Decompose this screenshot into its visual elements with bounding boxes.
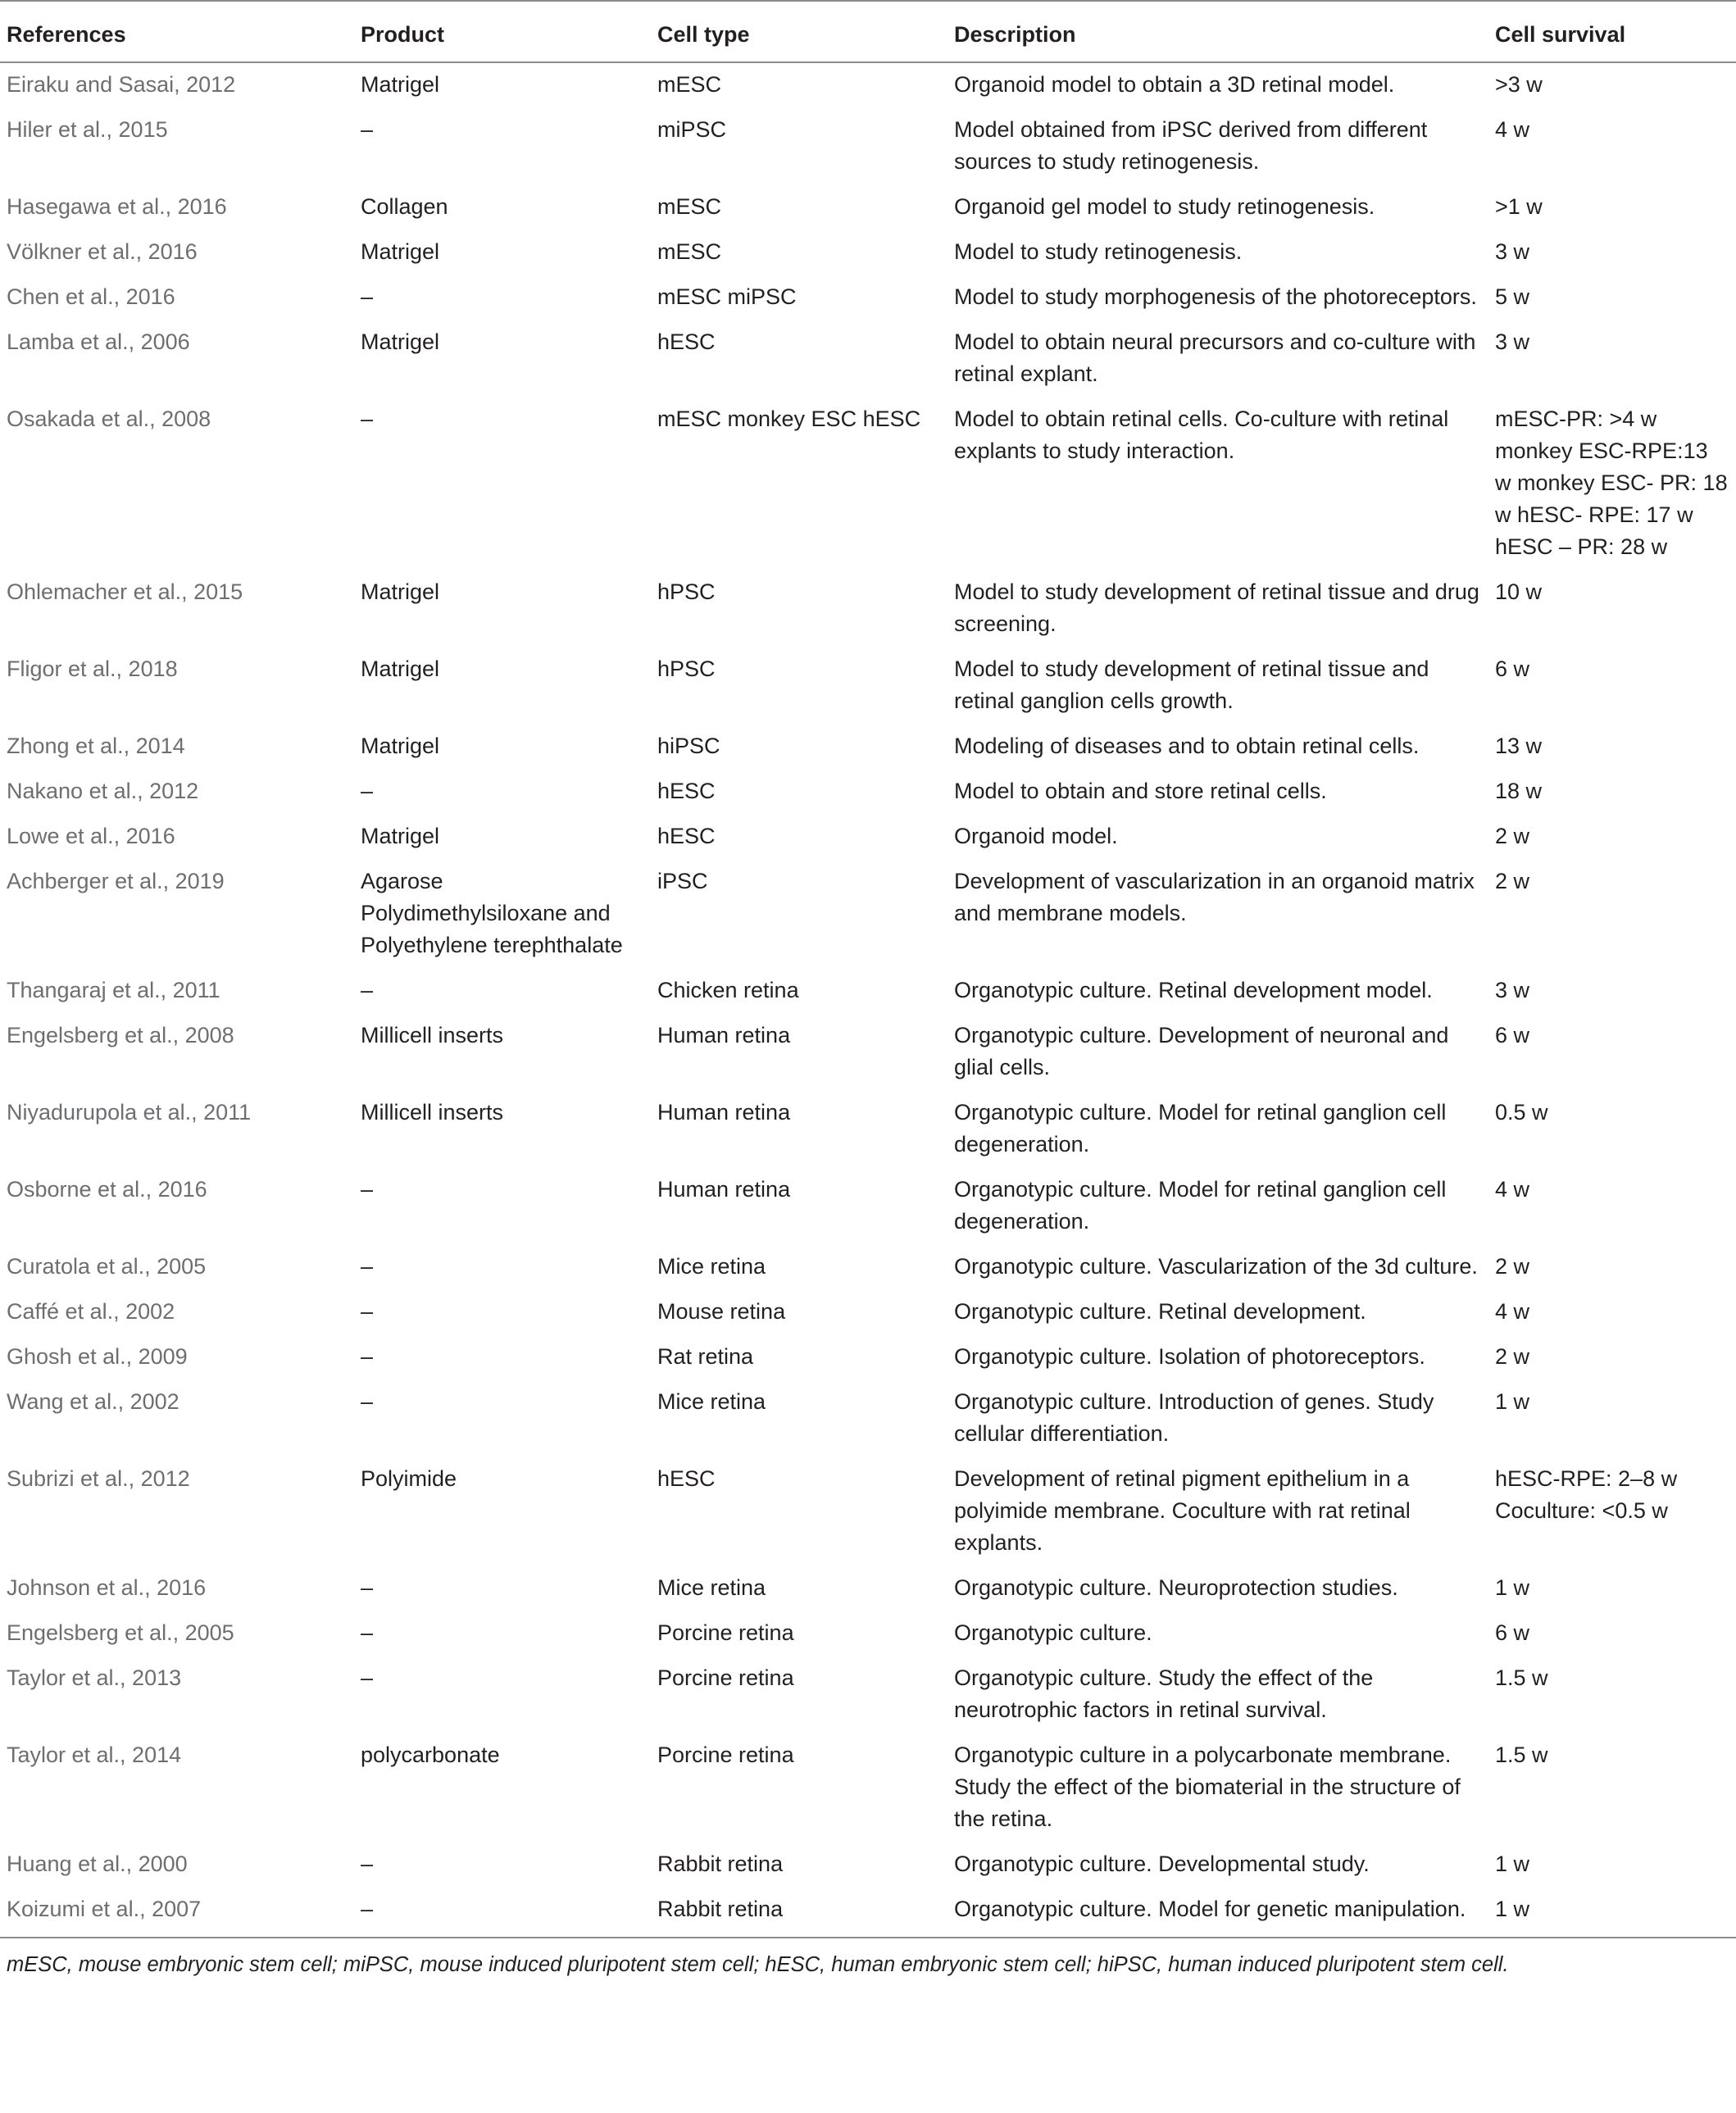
cell-description: Organotypic culture. Retinal development model. xyxy=(954,978,1433,1002)
cell-description: Model obtained from iPSC derived from different sources to study retinogenesis. xyxy=(954,117,1428,174)
cell-description: Organotypic culture. Developmental study. xyxy=(954,1852,1370,1876)
header-cell-type: Cell type xyxy=(651,1,948,62)
table-row xyxy=(0,1091,1736,1168)
cell-description: Model to study development of retinal tissue and drug screening. xyxy=(954,579,1479,636)
cell-reference: Osakada et al., 2008 xyxy=(7,407,211,431)
cell-product: – xyxy=(361,1665,374,1690)
header-description: Description xyxy=(948,1,1488,62)
cell-reference: Osborne et al., 2016 xyxy=(7,1177,207,1202)
cell-product: Millicell inserts xyxy=(361,1023,504,1047)
cell-cell-type: Mouse retina xyxy=(657,1299,786,1324)
cell-cell-type: hESC xyxy=(657,329,716,354)
cell-cell-survival: 18 w xyxy=(1495,779,1543,803)
cell-cell-type: Rabbit retina xyxy=(657,1852,784,1876)
cell-cell-survival: 13 w xyxy=(1495,734,1543,758)
cell-product: Polyimide xyxy=(361,1466,457,1491)
cell-reference: Thangaraj et al., 2011 xyxy=(7,978,220,1002)
cell-reference: Eiraku and Sasai, 2012 xyxy=(7,72,236,97)
table-row xyxy=(0,1734,1736,1843)
cell-cell-survival: mESC-PR: >4 w monkey ESC-RPE:13 w monkey ESC- PR: 18 w hESC- RPE: 17 w hESC – PR: 28 w xyxy=(1495,407,1728,559)
cell-reference: Curatola et al., 2005 xyxy=(7,1254,207,1279)
cell-description: Organotypic culture. Neuroprotection studies. xyxy=(954,1575,1398,1600)
cell-cell-type: Rat retina xyxy=(657,1344,754,1369)
table-row xyxy=(0,62,1736,108)
table-row xyxy=(0,1457,1736,1566)
cell-product: – xyxy=(361,284,374,309)
table-row xyxy=(0,108,1736,185)
table-row xyxy=(0,230,1736,275)
header-row xyxy=(0,1,1736,62)
table-row xyxy=(0,1168,1736,1245)
cell-cell-type: Mice retina xyxy=(657,1389,766,1414)
cell-cell-type: Human retina xyxy=(657,1177,791,1202)
table-row xyxy=(0,770,1736,815)
cell-description: Model to study retinogenesis. xyxy=(954,239,1243,264)
cell-reference: Subrizi et al., 2012 xyxy=(7,1466,190,1491)
cell-product: Matrigel xyxy=(361,824,440,848)
cell-description: Organotypic culture. Introduction of genes. Study cellular differentiation. xyxy=(954,1389,1434,1446)
cell-product: polycarbonate xyxy=(361,1743,500,1767)
cell-product: – xyxy=(361,978,374,1002)
table-row xyxy=(0,1566,1736,1611)
cell-reference: Taylor et al., 2013 xyxy=(7,1665,182,1690)
cell-description: Model to study development of retinal tissue and retinal ganglion cells growth. xyxy=(954,657,1429,713)
cell-cell-survival: 6 w xyxy=(1495,657,1530,681)
cell-product: – xyxy=(361,1344,374,1369)
cell-reference: Lowe et al., 2016 xyxy=(7,824,175,848)
header-product: Product xyxy=(354,1,651,62)
cell-reference: Hasegawa et al., 2016 xyxy=(7,194,227,219)
cell-product: Matrigel xyxy=(361,734,440,758)
cell-product: Collagen xyxy=(361,194,448,219)
cell-description: Organoid model. xyxy=(954,824,1118,848)
cell-reference: Achberger et al., 2019 xyxy=(7,869,225,893)
table-row xyxy=(0,969,1736,1014)
cell-description: Organotypic culture in a polycarbonate membrane. Study the effect of the biomaterial in the structure of the retina. xyxy=(954,1743,1461,1831)
cell-cell-survival: 4 w xyxy=(1495,117,1530,142)
cell-cell-type: Human retina xyxy=(657,1100,791,1125)
cell-product: – xyxy=(361,1852,374,1876)
table-row xyxy=(0,1611,1736,1656)
cell-reference: Johnson et al., 2016 xyxy=(7,1575,207,1600)
cell-product: Matrigel xyxy=(361,657,440,681)
table-row xyxy=(0,398,1736,570)
cell-reference: Völkner et al., 2016 xyxy=(7,239,198,264)
cell-cell-survival: hESC-RPE: 2–8 w Coculture: <0.5 w xyxy=(1495,1466,1678,1523)
cell-product: – xyxy=(361,1177,374,1202)
cell-product: – xyxy=(361,1299,374,1324)
cell-cell-survival: 5 w xyxy=(1495,284,1530,309)
header-references: References xyxy=(0,1,354,62)
cell-cell-survival: 1 w xyxy=(1495,1852,1530,1876)
table-row xyxy=(0,815,1736,860)
cell-description: Model to obtain neural precursors and co-culture with retinal explant. xyxy=(954,329,1476,386)
cell-reference: Wang et al., 2002 xyxy=(7,1389,180,1414)
cell-cell-type: hESC xyxy=(657,1466,716,1491)
cell-product: – xyxy=(361,117,374,142)
cell-cell-type: hESC xyxy=(657,779,716,803)
cell-cell-survival: 6 w xyxy=(1495,1023,1530,1047)
cell-product: Matrigel xyxy=(361,579,440,604)
cell-description: Organotypic culture. Model for retinal ganglion cell degeneration. xyxy=(954,1100,1447,1156)
cell-reference: Engelsberg et al., 2005 xyxy=(7,1620,234,1645)
table-row xyxy=(0,1245,1736,1290)
cell-cell-survival: 3 w xyxy=(1495,329,1530,354)
table-header xyxy=(0,1,1736,62)
cell-description: Organotypic culture. Retinal development. xyxy=(954,1299,1366,1324)
cell-product: – xyxy=(361,779,374,803)
cell-product: Millicell inserts xyxy=(361,1100,504,1125)
cell-cell-type: mESC miPSC xyxy=(657,284,797,309)
cell-reference: Koizumi et al., 2007 xyxy=(7,1897,202,1921)
cell-description: Organoid model to obtain a 3D retinal model. xyxy=(954,72,1395,97)
table-row xyxy=(0,1290,1736,1335)
cell-cell-type: hESC xyxy=(657,824,716,848)
cell-cell-survival: 1.5 w xyxy=(1495,1665,1548,1690)
table-row xyxy=(0,185,1736,230)
cell-cell-type: Porcine retina xyxy=(657,1665,794,1690)
cell-cell-survival: 1 w xyxy=(1495,1389,1530,1414)
cell-product: Matrigel xyxy=(361,239,440,264)
cell-reference: Nakano et al., 2012 xyxy=(7,779,199,803)
cell-product: Agarose Polydimethylsiloxane and Polyethylene terephthalate xyxy=(361,869,623,957)
footnote-row xyxy=(0,1938,1736,1988)
cell-cell-survival: 4 w xyxy=(1495,1177,1530,1202)
table-row xyxy=(0,1380,1736,1457)
cell-description: Organotypic culture. xyxy=(954,1620,1152,1645)
cell-reference: Zhong et al., 2014 xyxy=(7,734,185,758)
cell-reference: Hiler et al., 2015 xyxy=(7,117,168,142)
cell-cell-type: mESC xyxy=(657,194,722,219)
cell-cell-type: mESC monkey ESC hESC xyxy=(657,407,921,431)
cell-product: – xyxy=(361,1254,374,1279)
cell-cell-survival: 1 w xyxy=(1495,1575,1530,1600)
cell-reference: Caffé et al., 2002 xyxy=(7,1299,175,1324)
cell-description: Development of retinal pigment epithelium in a polyimide membrane. Coculture with rat retinal explants. xyxy=(954,1466,1411,1555)
cell-cell-survival: 0.5 w xyxy=(1495,1100,1548,1125)
cell-cell-type: mESC xyxy=(657,72,722,97)
cell-cell-type: hPSC xyxy=(657,579,716,604)
header-cell-survival: Cell survival xyxy=(1488,1,1736,62)
table-row xyxy=(0,1888,1736,1938)
cell-description: Organoid gel model to study retinogenesis. xyxy=(954,194,1375,219)
cell-cell-type: Chicken retina xyxy=(657,978,799,1002)
cell-product: – xyxy=(361,1389,374,1414)
cell-cell-type: Porcine retina xyxy=(657,1620,794,1645)
cell-reference: Niyadurupola et al., 2011 xyxy=(7,1100,252,1125)
cell-cell-survival: 3 w xyxy=(1495,978,1530,1002)
table-footer xyxy=(0,1938,1736,1988)
cell-cell-type: miPSC xyxy=(657,117,727,142)
cell-description: Development of vascularization in an organoid matrix and membrane models. xyxy=(954,869,1475,925)
table-row xyxy=(0,320,1736,398)
cell-description: Organotypic culture. Isolation of photoreceptors. xyxy=(954,1344,1425,1369)
cell-product: – xyxy=(361,407,374,431)
table-row xyxy=(0,570,1736,648)
cell-description: Model to study morphogenesis of the photoreceptors. xyxy=(954,284,1477,309)
table-body xyxy=(0,62,1736,1938)
cell-cell-type: Porcine retina xyxy=(657,1743,794,1767)
table-row xyxy=(0,1335,1736,1380)
cell-reference: Lamba et al., 2006 xyxy=(7,329,190,354)
cell-reference: Chen et al., 2016 xyxy=(7,284,175,309)
cell-description: Organotypic culture. Development of neuronal and glial cells. xyxy=(954,1023,1449,1079)
cell-cell-survival: 1.5 w xyxy=(1495,1743,1548,1767)
cell-description: Modeling of diseases and to obtain retinal cells. xyxy=(954,734,1420,758)
cell-cell-type: Human retina xyxy=(657,1023,791,1047)
cell-product: – xyxy=(361,1620,374,1645)
cell-cell-survival: 6 w xyxy=(1495,1620,1530,1645)
cell-cell-survival: 2 w xyxy=(1495,1254,1530,1279)
cell-reference: Fligor et al., 2018 xyxy=(7,657,178,681)
cell-cell-survival: 3 w xyxy=(1495,239,1530,264)
cell-description: Model to obtain retinal cells. Co-culture with retinal explants to study interaction. xyxy=(954,407,1449,463)
cell-cell-type: Rabbit retina xyxy=(657,1897,784,1921)
cell-product: – xyxy=(361,1575,374,1600)
table-footnote: mESC, mouse embryonic stem cell; miPSC, mouse induced pluripotent stem cell; hESC, human embryonic stem cell; hiPSC, human induced pluripotent stem cell. xyxy=(0,1938,1736,1988)
cell-cell-survival: 10 w xyxy=(1495,579,1543,604)
table-row xyxy=(0,1843,1736,1888)
cell-description: Organotypic culture. Study the effect of the neurotrophic factors in retinal survival. xyxy=(954,1665,1374,1722)
cell-reference: Huang et al., 2000 xyxy=(7,1852,188,1876)
cell-cell-type: Mice retina xyxy=(657,1254,766,1279)
table-row xyxy=(0,860,1736,969)
cell-product: Matrigel xyxy=(361,329,440,354)
cell-reference: Ghosh et al., 2009 xyxy=(7,1344,188,1369)
cell-reference: Ohlemacher et al., 2015 xyxy=(7,579,243,604)
cell-cell-type: mESC xyxy=(657,239,722,264)
cell-description: Model to obtain and store retinal cells. xyxy=(954,779,1327,803)
cell-description: Organotypic culture. Model for retinal ganglion cell degeneration. xyxy=(954,1177,1447,1234)
cell-cell-survival: >3 w xyxy=(1495,72,1543,97)
cell-cell-survival: >1 w xyxy=(1495,194,1543,219)
table-row xyxy=(0,275,1736,320)
cell-cell-survival: 1 w xyxy=(1495,1897,1530,1921)
cell-cell-survival: 2 w xyxy=(1495,824,1530,848)
cell-description: Organotypic culture. Model for genetic manipulation. xyxy=(954,1897,1466,1921)
cell-reference: Engelsberg et al., 2008 xyxy=(7,1023,234,1047)
table-row xyxy=(0,725,1736,770)
cell-cell-survival: 2 w xyxy=(1495,869,1530,893)
table-row xyxy=(0,1656,1736,1734)
table-row xyxy=(0,1014,1736,1091)
table-row xyxy=(0,648,1736,725)
cell-cell-type: hPSC xyxy=(657,657,716,681)
cell-cell-survival: 4 w xyxy=(1495,1299,1530,1324)
cell-product: Matrigel xyxy=(361,72,440,97)
cell-description: Organotypic culture. Vascularization of the 3d culture. xyxy=(954,1254,1478,1279)
cell-cell-type: hiPSC xyxy=(657,734,720,758)
cell-cell-type: iPSC xyxy=(657,869,708,893)
cell-cell-survival: 2 w xyxy=(1495,1344,1530,1369)
cell-reference: Taylor et al., 2014 xyxy=(7,1743,182,1767)
cell-cell-type: Mice retina xyxy=(657,1575,766,1600)
cell-product: – xyxy=(361,1897,374,1921)
